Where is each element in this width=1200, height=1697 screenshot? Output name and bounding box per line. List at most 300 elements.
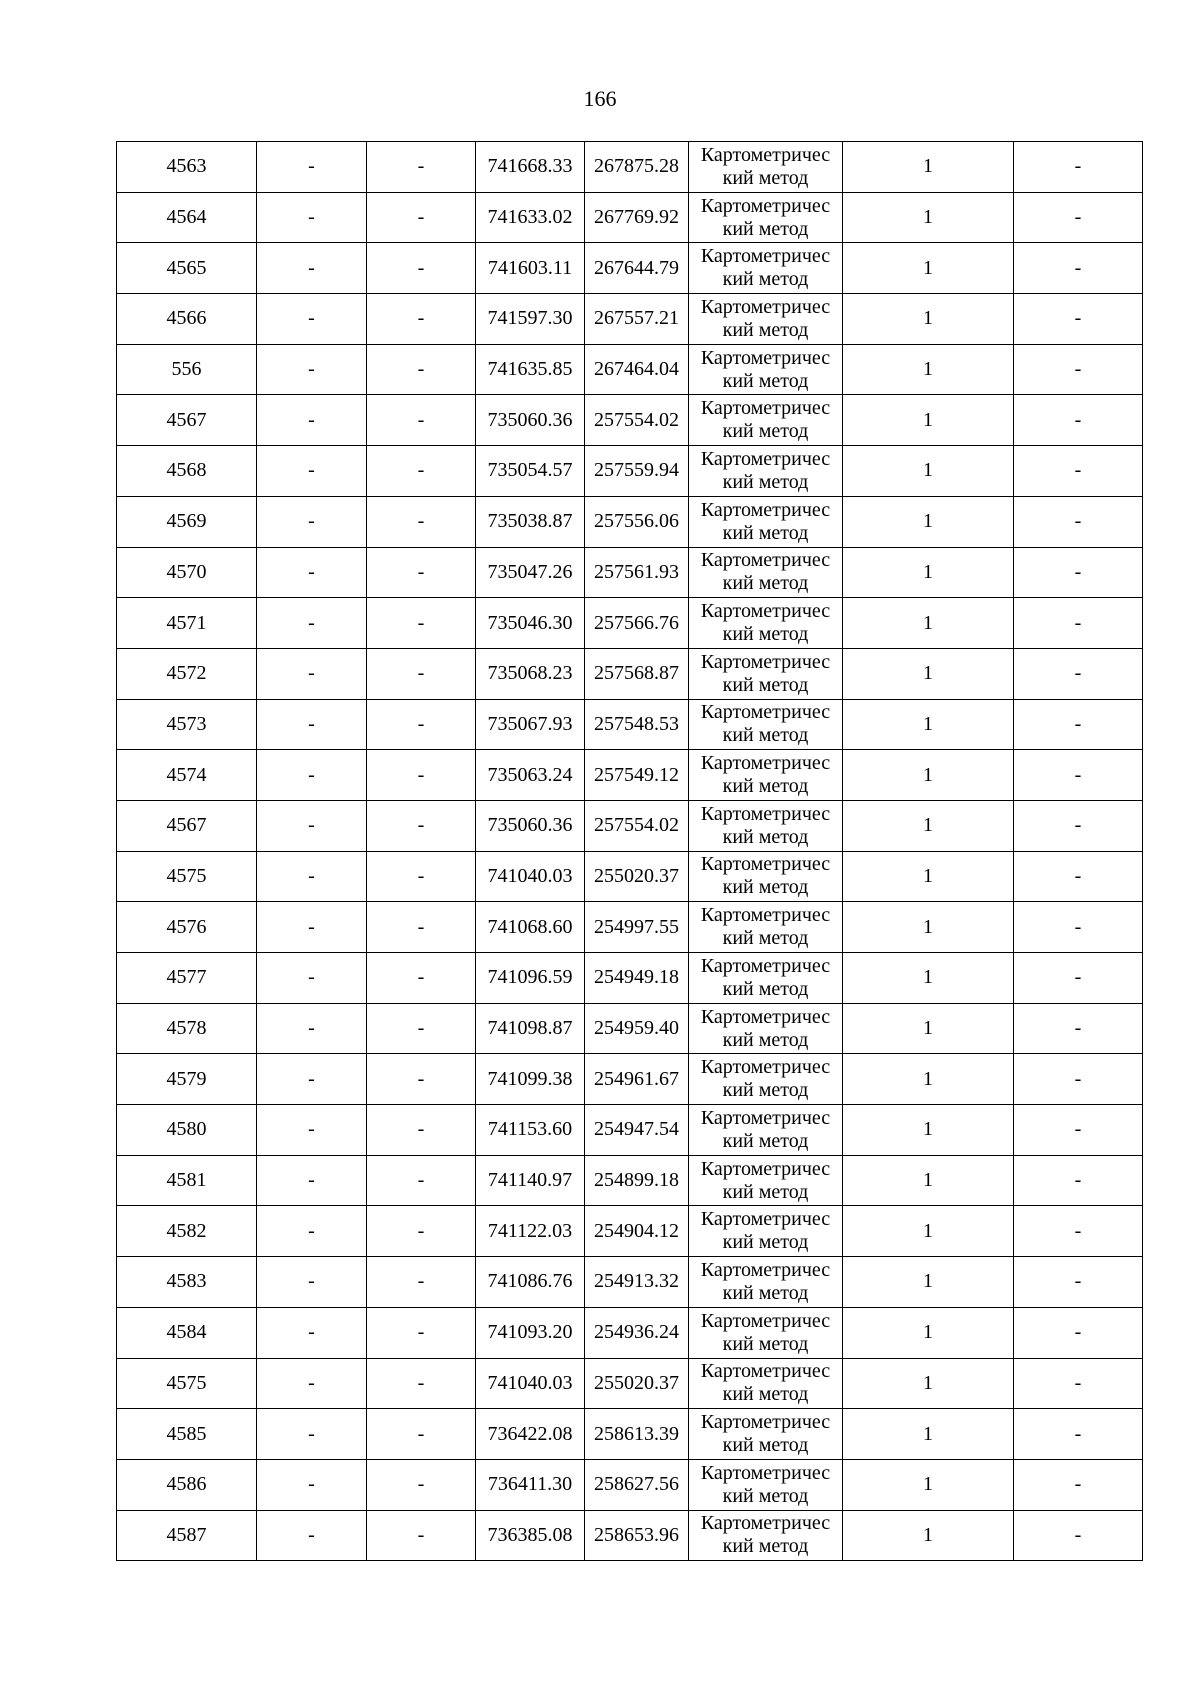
coordinate-y-cell: 254997.55 (585, 902, 689, 953)
dash-cell: - (367, 1003, 476, 1054)
coordinate-x-cell: 735046.30 (476, 598, 585, 649)
coordinate-y-cell: 258653.96 (585, 1510, 689, 1561)
dash-cell: - (367, 1257, 476, 1308)
method-line-1: Картометричес (700, 1157, 831, 1180)
coordinate-x-cell: 735067.93 (476, 699, 585, 750)
dash-cell: - (1014, 1257, 1143, 1308)
coordinate-x-cell: 735054.57 (476, 446, 585, 497)
method-line-1: Картометричес (700, 143, 831, 166)
method-line-2: кий метод (722, 724, 809, 747)
table-row (117, 344, 1143, 395)
count-cell: 1 (843, 496, 1014, 547)
method-cell (689, 294, 843, 345)
method-line-2: кий метод (722, 420, 809, 443)
table-row (117, 1105, 1143, 1156)
dash-cell: - (1014, 1155, 1143, 1206)
table-row (117, 142, 1143, 193)
dash-cell: - (1014, 243, 1143, 294)
dash-cell: - (257, 1307, 367, 1358)
dash-cell: - (257, 648, 367, 699)
method-line-1: Картометричес (700, 498, 831, 521)
point-number-cell: 4575 (117, 1358, 257, 1409)
point-number-cell: 4564 (117, 192, 257, 243)
coordinate-y-cell: 257561.93 (585, 547, 689, 598)
method-line-2: кий метод (722, 1484, 809, 1507)
method-cell (689, 496, 843, 547)
table-row (117, 902, 1143, 953)
point-number-cell: 4569 (117, 496, 257, 547)
coordinate-x-cell: 741040.03 (476, 1358, 585, 1409)
method-line-1: Картометричес (700, 853, 831, 876)
method-line-1: Картометричес (700, 245, 831, 268)
method-cell (689, 648, 843, 699)
method-line-2: кий метод (722, 318, 809, 341)
dash-cell: - (257, 1510, 367, 1561)
method-cell (689, 699, 843, 750)
table-row (117, 446, 1143, 497)
dash-cell: - (257, 902, 367, 953)
dash-cell: - (257, 344, 367, 395)
method-line-2: кий метод (722, 521, 809, 544)
table-body (117, 142, 1143, 1561)
method-line-2: кий метод (722, 572, 809, 595)
dash-cell: - (367, 446, 476, 497)
coordinate-x-cell: 741098.87 (476, 1003, 585, 1054)
count-cell: 1 (843, 1358, 1014, 1409)
method-cell (689, 1054, 843, 1105)
point-number-cell: 4571 (117, 598, 257, 649)
dash-cell: - (1014, 1054, 1143, 1105)
method-cell (689, 1003, 843, 1054)
method-line-2: кий метод (722, 623, 809, 646)
coordinate-y-cell: 254949.18 (585, 953, 689, 1004)
dash-cell: - (257, 1459, 367, 1510)
dash-cell: - (257, 1003, 367, 1054)
coordinate-y-cell: 267875.28 (585, 142, 689, 193)
dash-cell: - (367, 1409, 476, 1460)
method-line-2: кий метод (722, 977, 809, 1000)
method-cell (689, 344, 843, 395)
dash-cell: - (257, 395, 367, 446)
method-cell (689, 446, 843, 497)
method-line-2: кий метод (722, 673, 809, 696)
dash-cell: - (257, 598, 367, 649)
dash-cell: - (1014, 1459, 1143, 1510)
coordinate-y-cell: 267769.92 (585, 192, 689, 243)
table-row (117, 851, 1143, 902)
coordinate-x-cell: 741093.20 (476, 1307, 585, 1358)
dash-cell: - (367, 699, 476, 750)
dash-cell: - (257, 1358, 367, 1409)
count-cell: 1 (843, 1459, 1014, 1510)
point-number-cell: 4584 (117, 1307, 257, 1358)
dash-cell: - (367, 1054, 476, 1105)
method-cell (689, 800, 843, 851)
count-cell: 1 (843, 1105, 1014, 1156)
count-cell: 1 (843, 1409, 1014, 1460)
coordinate-x-cell: 735068.23 (476, 648, 585, 699)
coordinate-x-cell: 741096.59 (476, 953, 585, 1004)
dash-cell: - (367, 395, 476, 446)
method-cell (689, 547, 843, 598)
coordinate-y-cell: 257549.12 (585, 750, 689, 801)
dash-cell: - (1014, 192, 1143, 243)
coordinate-y-cell: 254899.18 (585, 1155, 689, 1206)
dash-cell: - (1014, 1206, 1143, 1257)
coordinate-x-cell: 741597.30 (476, 294, 585, 345)
dash-cell: - (1014, 648, 1143, 699)
dash-cell: - (1014, 496, 1143, 547)
method-cell (689, 953, 843, 1004)
point-number-cell: 4586 (117, 1459, 257, 1510)
method-cell (689, 1510, 843, 1561)
method-line-1: Картометричес (700, 1208, 831, 1231)
method-cell (689, 395, 843, 446)
dash-cell: - (1014, 547, 1143, 598)
table-row (117, 1003, 1143, 1054)
method-line-1: Картометричес (700, 194, 831, 217)
method-cell (689, 1409, 843, 1460)
dash-cell: - (1014, 294, 1143, 345)
coordinate-y-cell: 254936.24 (585, 1307, 689, 1358)
method-line-1: Картометричес (700, 752, 831, 775)
method-line-1: Картометричес (700, 701, 831, 724)
count-cell: 1 (843, 344, 1014, 395)
point-number-cell: 4585 (117, 1409, 257, 1460)
coordinate-x-cell: 741099.38 (476, 1054, 585, 1105)
point-number-cell: 4579 (117, 1054, 257, 1105)
table-row (117, 496, 1143, 547)
method-cell (689, 902, 843, 953)
dash-cell: - (367, 851, 476, 902)
dash-cell: - (367, 648, 476, 699)
method-line-2: кий метод (722, 268, 809, 291)
table-row (117, 1307, 1143, 1358)
table-row (117, 547, 1143, 598)
dash-cell: - (367, 1358, 476, 1409)
coordinate-y-cell: 257566.76 (585, 598, 689, 649)
coordinate-y-cell: 254961.67 (585, 1054, 689, 1105)
dash-cell: - (257, 1155, 367, 1206)
coordinate-x-cell: 736411.30 (476, 1459, 585, 1510)
count-cell: 1 (843, 192, 1014, 243)
dash-cell: - (257, 243, 367, 294)
dash-cell: - (257, 953, 367, 1004)
point-number-cell: 4572 (117, 648, 257, 699)
table-row (117, 1459, 1143, 1510)
dash-cell: - (257, 547, 367, 598)
dash-cell: - (1014, 1409, 1143, 1460)
method-line-1: Картометричес (700, 1360, 831, 1383)
coordinate-x-cell: 741122.03 (476, 1206, 585, 1257)
point-number-cell: 4578 (117, 1003, 257, 1054)
method-line-1: Картометричес (700, 954, 831, 977)
method-line-2: кий метод (722, 1332, 809, 1355)
coordinate-y-cell: 258627.56 (585, 1459, 689, 1510)
dash-cell: - (257, 800, 367, 851)
coordinates-table (116, 141, 1143, 1561)
dash-cell: - (1014, 395, 1143, 446)
coordinate-y-cell: 257559.94 (585, 446, 689, 497)
coordinate-x-cell: 741635.85 (476, 344, 585, 395)
count-cell: 1 (843, 953, 1014, 1004)
dash-cell: - (367, 243, 476, 294)
point-number-cell: 4583 (117, 1257, 257, 1308)
count-cell: 1 (843, 699, 1014, 750)
coordinate-y-cell: 257548.53 (585, 699, 689, 750)
coordinate-y-cell: 254947.54 (585, 1105, 689, 1156)
method-line-1: Картометричес (700, 1309, 831, 1332)
method-line-2: кий метод (722, 166, 809, 189)
dash-cell: - (1014, 1510, 1143, 1561)
dash-cell: - (1014, 699, 1143, 750)
coordinate-x-cell: 736422.08 (476, 1409, 585, 1460)
table-row (117, 648, 1143, 699)
dash-cell: - (1014, 1003, 1143, 1054)
page-number: 166 (583, 86, 617, 111)
method-line-2: кий метод (722, 1180, 809, 1203)
point-number-cell: 4587 (117, 1510, 257, 1561)
method-line-2: кий метод (722, 1383, 809, 1406)
method-line-1: Картометричес (700, 650, 831, 673)
method-line-1: Картометричес (700, 1512, 831, 1535)
dash-cell: - (367, 902, 476, 953)
method-line-1: Картометричес (700, 1106, 831, 1129)
coordinate-x-cell: 735047.26 (476, 547, 585, 598)
method-cell (689, 1459, 843, 1510)
dash-cell: - (257, 1054, 367, 1105)
coordinate-y-cell: 258613.39 (585, 1409, 689, 1460)
method-line-2: кий метод (722, 1535, 809, 1558)
coordinate-y-cell: 267644.79 (585, 243, 689, 294)
table-row (117, 294, 1143, 345)
coordinate-y-cell: 257568.87 (585, 648, 689, 699)
coordinate-y-cell: 254959.40 (585, 1003, 689, 1054)
count-cell: 1 (843, 648, 1014, 699)
method-cell (689, 1358, 843, 1409)
coordinate-y-cell: 267557.21 (585, 294, 689, 345)
dash-cell: - (1014, 800, 1143, 851)
count-cell: 1 (843, 1155, 1014, 1206)
point-number-cell: 4577 (117, 953, 257, 1004)
coordinate-y-cell: 255020.37 (585, 851, 689, 902)
method-cell (689, 1206, 843, 1257)
count-cell: 1 (843, 1054, 1014, 1105)
method-line-2: кий метод (722, 470, 809, 493)
point-number-cell: 4581 (117, 1155, 257, 1206)
count-cell: 1 (843, 142, 1014, 193)
dash-cell: - (367, 142, 476, 193)
dash-cell: - (1014, 750, 1143, 801)
table-row (117, 192, 1143, 243)
point-number-cell: 4573 (117, 699, 257, 750)
dash-cell: - (257, 699, 367, 750)
count-cell: 1 (843, 750, 1014, 801)
dash-cell: - (1014, 598, 1143, 649)
coordinate-y-cell: 267464.04 (585, 344, 689, 395)
table-row (117, 1054, 1143, 1105)
point-number-cell: 4567 (117, 800, 257, 851)
table-row (117, 598, 1143, 649)
dash-cell: - (1014, 446, 1143, 497)
count-cell: 1 (843, 1510, 1014, 1561)
method-line-1: Картометричес (700, 600, 831, 623)
table-row (117, 800, 1143, 851)
method-line-2: кий метод (722, 825, 809, 848)
count-cell: 1 (843, 902, 1014, 953)
method-line-1: Картометричес (700, 295, 831, 318)
coordinate-x-cell: 735060.36 (476, 395, 585, 446)
method-cell (689, 1105, 843, 1156)
method-line-1: Картометричес (700, 346, 831, 369)
count-cell: 1 (843, 294, 1014, 345)
dash-cell: - (367, 1510, 476, 1561)
dash-cell: - (1014, 953, 1143, 1004)
method-line-1: Картометричес (700, 549, 831, 572)
method-line-1: Картометричес (700, 447, 831, 470)
method-line-2: кий метод (722, 1129, 809, 1152)
method-line-2: кий метод (722, 876, 809, 899)
table-row (117, 750, 1143, 801)
point-number-cell: 4582 (117, 1206, 257, 1257)
coordinate-y-cell: 254904.12 (585, 1206, 689, 1257)
dash-cell: - (1014, 902, 1143, 953)
coordinate-x-cell: 741633.02 (476, 192, 585, 243)
method-cell (689, 750, 843, 801)
table-row (117, 1257, 1143, 1308)
coordinate-x-cell: 735063.24 (476, 750, 585, 801)
dash-cell: - (257, 1206, 367, 1257)
dash-cell: - (1014, 1358, 1143, 1409)
coordinate-x-cell: 736385.08 (476, 1510, 585, 1561)
method-line-1: Картометричес (700, 1461, 831, 1484)
method-line-2: кий метод (722, 1434, 809, 1457)
count-cell: 1 (843, 547, 1014, 598)
table-row (117, 243, 1143, 294)
dash-cell: - (367, 1307, 476, 1358)
point-number-cell: 4575 (117, 851, 257, 902)
dash-cell: - (367, 598, 476, 649)
point-number-cell: 4570 (117, 547, 257, 598)
dash-cell: - (257, 192, 367, 243)
dash-cell: - (367, 953, 476, 1004)
method-line-1: Картометричес (700, 904, 831, 927)
method-line-1: Картометричес (700, 1056, 831, 1079)
coordinate-x-cell: 741603.11 (476, 243, 585, 294)
coordinate-y-cell: 257554.02 (585, 800, 689, 851)
dash-cell: - (257, 294, 367, 345)
coordinate-x-cell: 741668.33 (476, 142, 585, 193)
point-number-cell: 4563 (117, 142, 257, 193)
method-line-2: кий метод (722, 1231, 809, 1254)
method-cell (689, 1155, 843, 1206)
count-cell: 1 (843, 395, 1014, 446)
dash-cell: - (257, 142, 367, 193)
method-cell (689, 243, 843, 294)
method-line-1: Картометричес (700, 1005, 831, 1028)
count-cell: 1 (843, 851, 1014, 902)
dash-cell: - (1014, 1307, 1143, 1358)
dash-cell: - (367, 496, 476, 547)
coordinate-y-cell: 257556.06 (585, 496, 689, 547)
coordinate-y-cell: 257554.02 (585, 395, 689, 446)
method-line-1: Картометричес (700, 397, 831, 420)
point-number-cell: 4566 (117, 294, 257, 345)
coordinate-x-cell: 741068.60 (476, 902, 585, 953)
method-line-2: кий метод (722, 217, 809, 240)
dash-cell: - (1014, 851, 1143, 902)
coordinate-x-cell: 741086.76 (476, 1257, 585, 1308)
dash-cell: - (367, 800, 476, 851)
count-cell: 1 (843, 243, 1014, 294)
dash-cell: - (257, 1105, 367, 1156)
dash-cell: - (257, 496, 367, 547)
method-cell (689, 1307, 843, 1358)
dash-cell: - (1014, 344, 1143, 395)
method-line-2: кий метод (722, 1079, 809, 1102)
coordinate-y-cell: 255020.37 (585, 1358, 689, 1409)
table-row (117, 395, 1143, 446)
point-number-cell: 4580 (117, 1105, 257, 1156)
method-line-1: Картометричес (700, 1411, 831, 1434)
method-line-2: кий метод (722, 775, 809, 798)
point-number-cell: 4576 (117, 902, 257, 953)
dash-cell: - (367, 1206, 476, 1257)
dash-cell: - (257, 750, 367, 801)
method-cell (689, 851, 843, 902)
coordinate-y-cell: 254913.32 (585, 1257, 689, 1308)
dash-cell: - (367, 294, 476, 345)
method-line-2: кий метод (722, 1281, 809, 1304)
dash-cell: - (367, 344, 476, 395)
coordinate-x-cell: 741140.97 (476, 1155, 585, 1206)
method-line-2: кий метод (722, 1028, 809, 1051)
method-line-1: Картометричес (700, 1258, 831, 1281)
coordinate-x-cell: 741153.60 (476, 1105, 585, 1156)
method-cell (689, 192, 843, 243)
count-cell: 1 (843, 1206, 1014, 1257)
dash-cell: - (1014, 1105, 1143, 1156)
method-cell (689, 142, 843, 193)
table-row (117, 1155, 1143, 1206)
table-row (117, 1409, 1143, 1460)
dash-cell: - (367, 1105, 476, 1156)
table-row (117, 953, 1143, 1004)
dash-cell: - (367, 1155, 476, 1206)
method-cell (689, 1257, 843, 1308)
count-cell: 1 (843, 598, 1014, 649)
count-cell: 1 (843, 800, 1014, 851)
point-number-cell: 4565 (117, 243, 257, 294)
table-row (117, 1510, 1143, 1561)
method-line-1: Картометричес (700, 802, 831, 825)
dash-cell: - (257, 1409, 367, 1460)
count-cell: 1 (843, 1307, 1014, 1358)
method-line-2: кий метод (722, 369, 809, 392)
point-number-cell: 4568 (117, 446, 257, 497)
count-cell: 1 (843, 446, 1014, 497)
coordinate-x-cell: 735038.87 (476, 496, 585, 547)
dash-cell: - (367, 750, 476, 801)
count-cell: 1 (843, 1257, 1014, 1308)
dash-cell: - (1014, 142, 1143, 193)
point-number-cell: 4567 (117, 395, 257, 446)
dash-cell: - (257, 1257, 367, 1308)
coordinate-x-cell: 735060.36 (476, 800, 585, 851)
point-number-cell: 4574 (117, 750, 257, 801)
point-number-cell: 556 (117, 344, 257, 395)
dash-cell: - (367, 192, 476, 243)
